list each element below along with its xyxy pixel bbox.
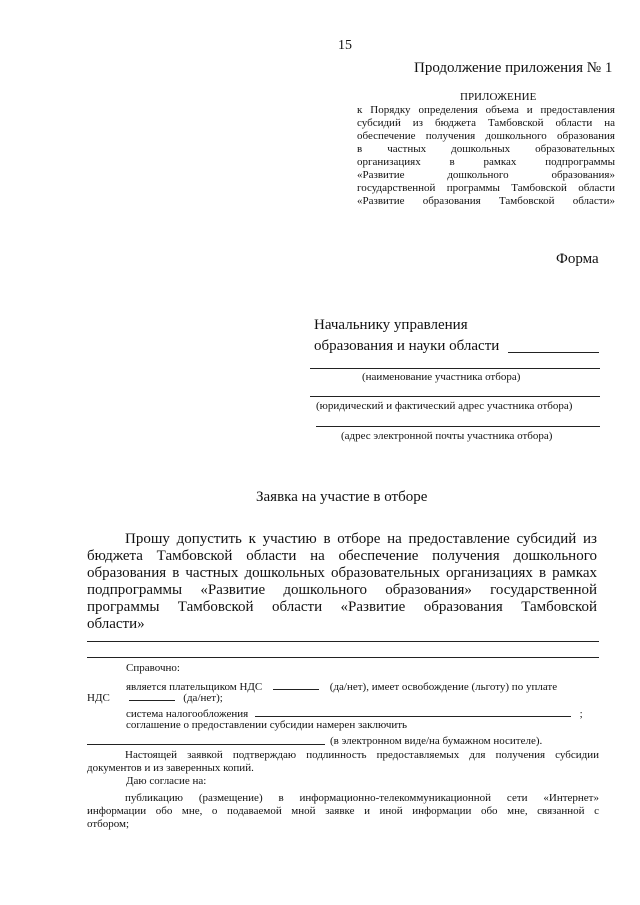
appendix-line: в частных дошкольных образовательных — [357, 143, 615, 155]
vat-exemption-blank — [129, 690, 175, 701]
appendix-line: «Развитие образования Тамбовской области» — [357, 195, 615, 207]
vat-label: НДС — [87, 692, 110, 704]
blank-line — [87, 657, 599, 658]
blank-line — [87, 641, 599, 642]
appendix-line: субсидий из бюджета Тамбовской области на — [357, 117, 615, 129]
addressee-line-2: образования и науки области — [314, 338, 500, 354]
consent-line: информации обо мне, о подаваемой мной заявке и иной информации обо мне, связанной с — [87, 805, 599, 817]
consent-line: публикацию (размещение) в информационно-телекоммуникационной сети «Интернет» — [125, 792, 599, 804]
appendix-line: «Развитие дошкольного образования» — [357, 169, 615, 181]
appendix-line: государственной программы Тамбовской области — [357, 182, 615, 194]
body-line: образования в частных дошкольных образовательных организациях в рамках — [87, 565, 597, 581]
participant-name-caption: (наименование участника отбора) — [362, 371, 521, 383]
document-title: Заявка на участие в отборе — [256, 489, 428, 505]
participant-email-caption: (адрес электронной почты участника отбора) — [341, 430, 553, 442]
addressee-blank-line — [508, 352, 599, 353]
appendix-line: обеспечение получения дошкольного образования — [357, 130, 615, 142]
participant-email-line — [316, 426, 600, 427]
appendix-line: к Порядку определения объема и предоставления — [357, 104, 615, 116]
reference-heading: Справочно: — [126, 662, 180, 674]
addressee-line-1: Начальнику управления — [314, 317, 468, 333]
consent-line: отбором; — [87, 818, 130, 830]
appendix-heading: ПРИЛОЖЕНИЕ — [460, 91, 537, 103]
participant-address-caption: (юридический и фактический адрес участника отбора) — [316, 400, 573, 412]
body-line: области» — [87, 616, 145, 632]
agreement-form-hint: (в электронном виде/на бумажном носителе). — [330, 735, 543, 747]
form-label: Форма — [556, 251, 599, 267]
appendix-reference-block — [357, 104, 615, 208]
application-body — [87, 531, 597, 633]
tax-system-blank — [255, 706, 571, 717]
participant-address-line — [310, 396, 600, 397]
vat-payer-blank — [273, 679, 319, 690]
tax-system-label: система налогообложения — [126, 708, 249, 720]
agreement-form-line — [87, 744, 325, 745]
vat-payer-text: является плательщиком НДС — [126, 681, 263, 693]
appendix-line: организациях в рамках подпрограммы — [357, 156, 615, 168]
body-line: бюджета Тамбовской области на обеспечение получения дошкольного — [87, 548, 597, 564]
vat-exemption-hint: (да/нет); — [183, 692, 223, 704]
tax-system-row — [126, 706, 583, 720]
confirmation-line: Настоящей заявкой подтверждаю подлинность предоставляемых для получения субсидии — [125, 749, 599, 761]
agreement-label: соглашение о предоставлении субсидии намерен заключить — [126, 719, 408, 731]
tax-system-end: ; — [579, 708, 583, 720]
page-number: 15 — [338, 38, 352, 53]
body-line: Прошу допустить к участию в отборе на предоставление субсидий из — [125, 531, 597, 547]
consent-heading: Даю согласие на: — [126, 775, 207, 787]
vat-exemption-row — [87, 690, 223, 704]
body-line: подпрограммы «Развитие дошкольного образования» государственной — [87, 582, 597, 598]
vat-exemption-text: (да/нет), имеет освобождение (льготу) по уплате — [329, 681, 558, 693]
confirmation-line: документов и из заверенных копий. — [87, 762, 254, 774]
participant-name-line — [310, 368, 600, 369]
continuation-title: Продолжение приложения № 1 — [414, 60, 613, 76]
body-line: программы Тамбовской области «Развитие образования Тамбовской — [87, 599, 597, 615]
